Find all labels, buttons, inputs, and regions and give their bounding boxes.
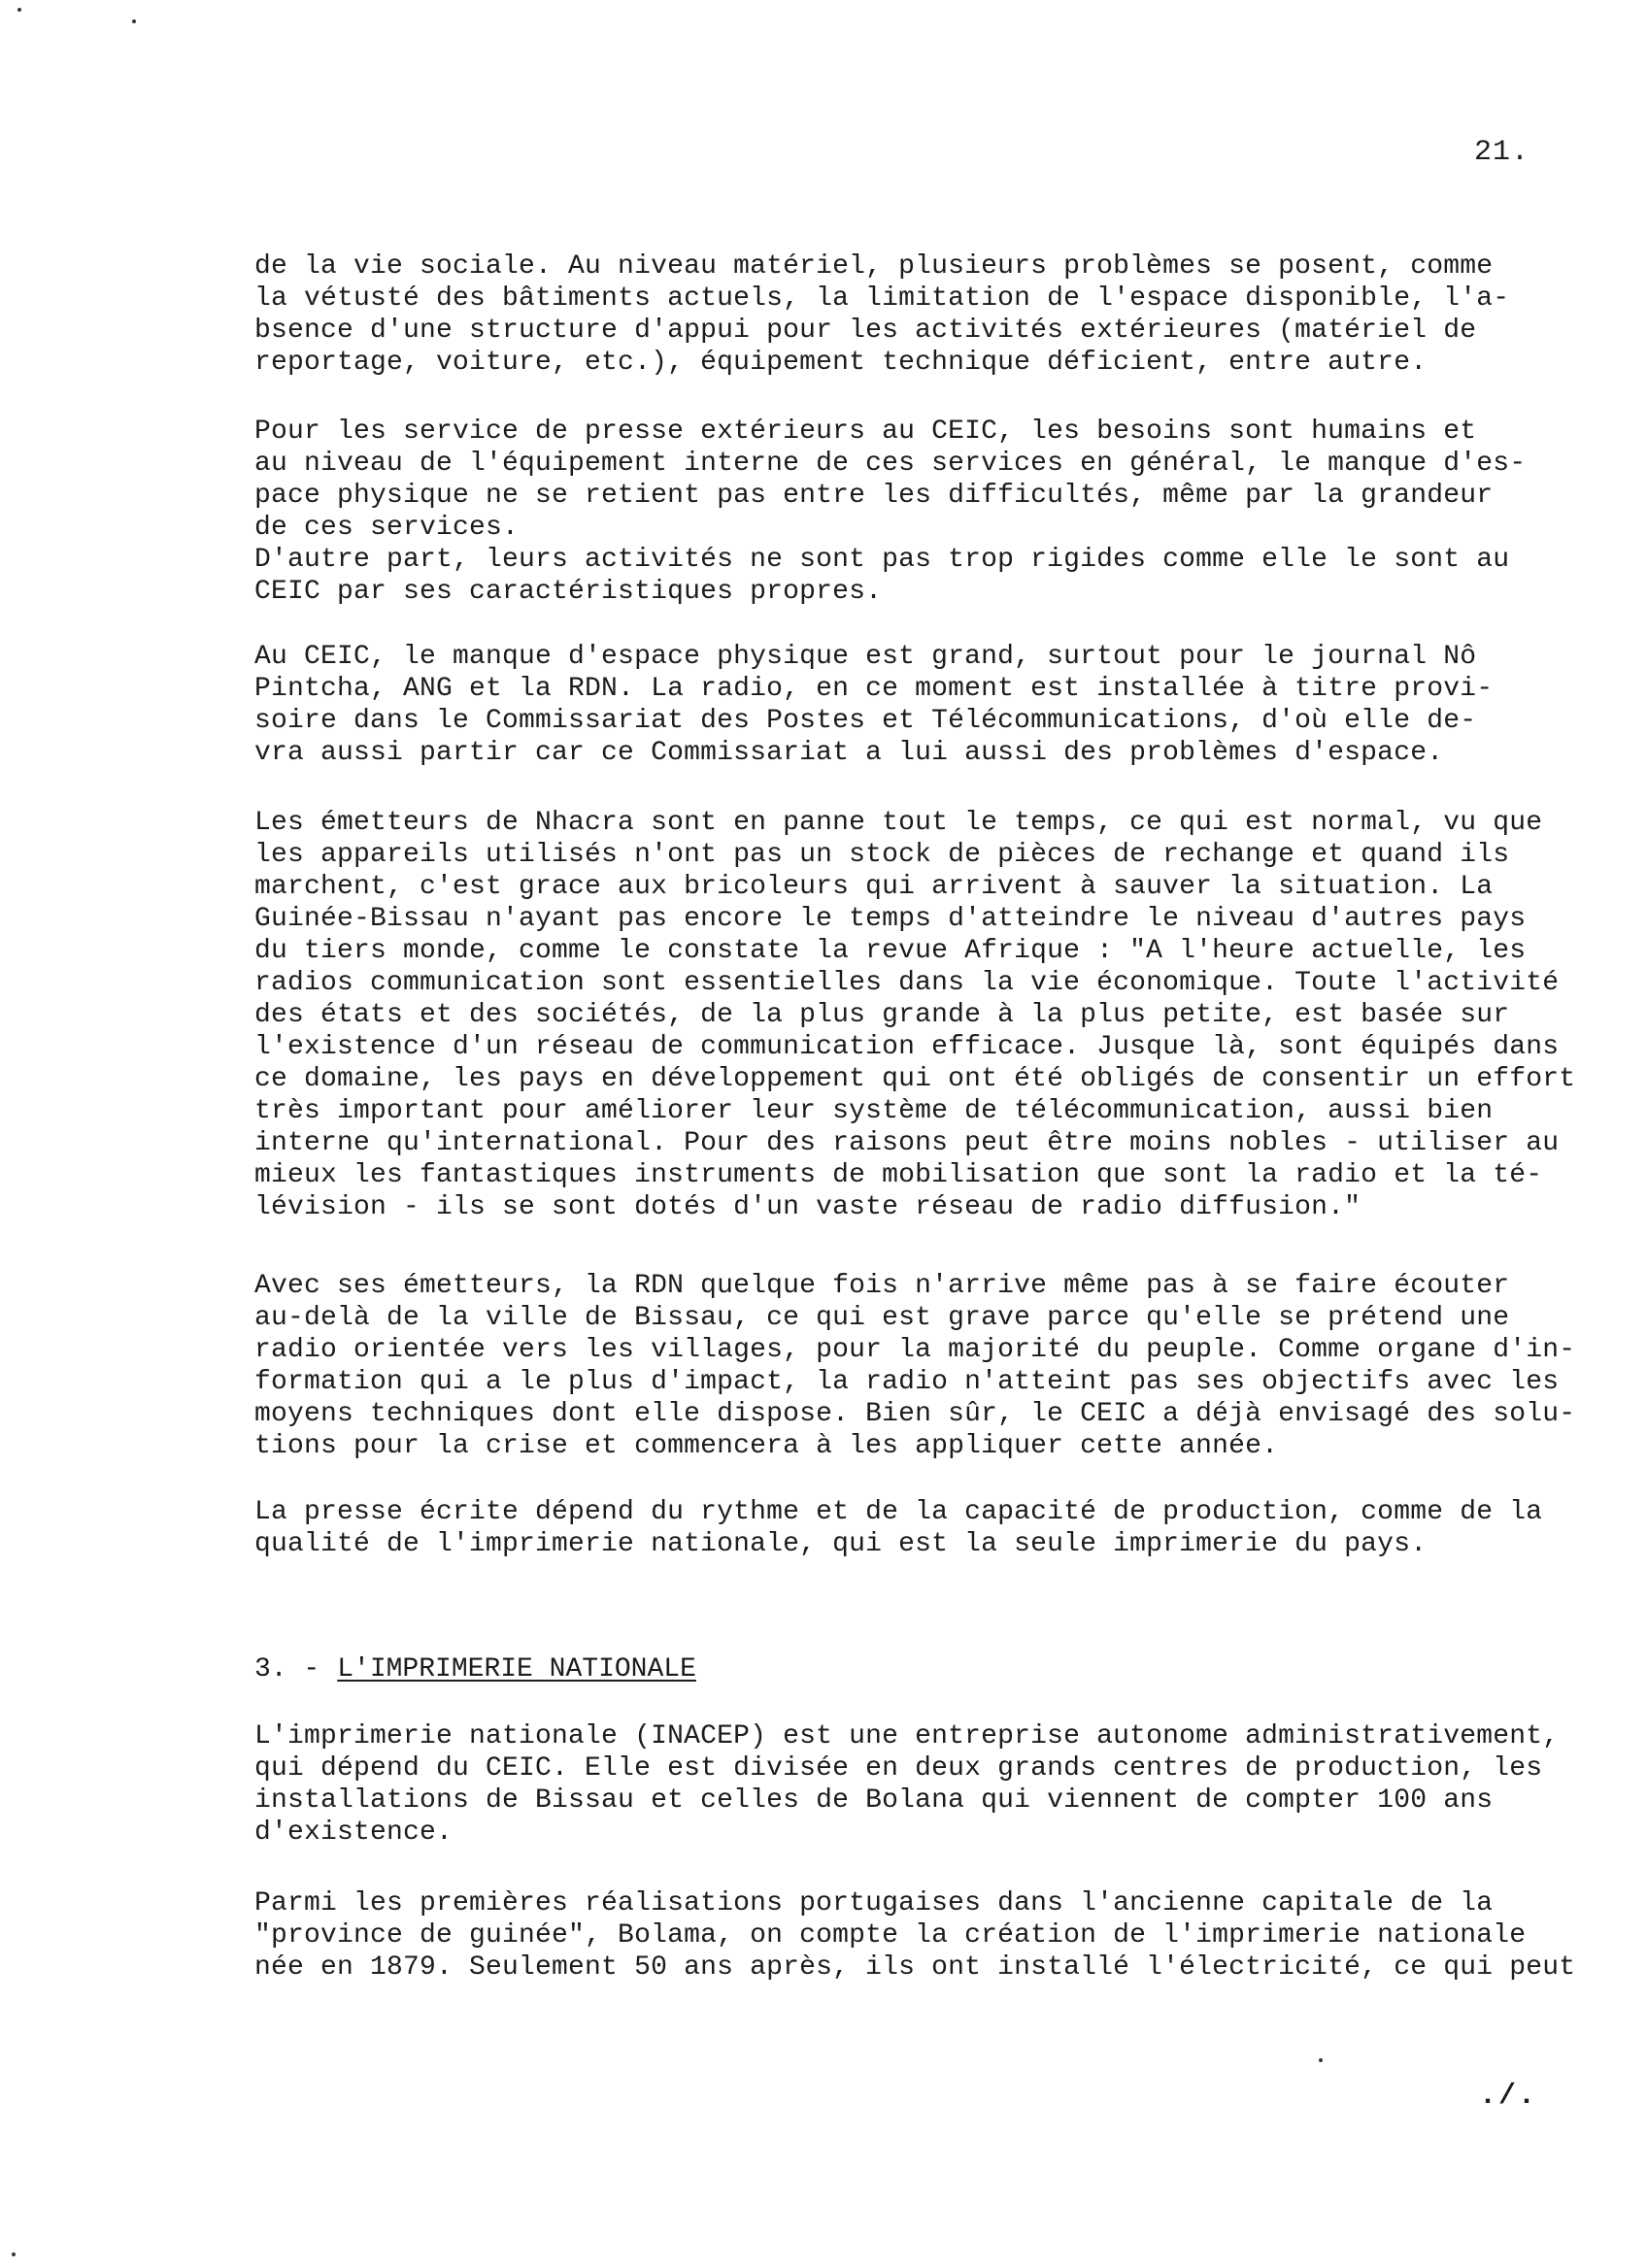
paragraph-2: Pour les service de presse extérieurs au CEIC, les besoins sont humains et au niveau de l'équipement interne de ces services en général, le manque d'es- pace physique ne se retient pas entre les difficultés, même par la grandeur de ces services. D'autre part, leurs activités ne sont pas trop rigides comme elle le sont au CEIC par ses caractéristiques propres. [254, 417, 1527, 607]
paragraph-5: Avec ses émetteurs, la RDN quelque fois n'arrive même pas à se faire écouter au-delà de la ville de Bissau, ce qui est grave parce qu'elle se prétend une radio orientée vers les villages, pour la majorité du peuple. Comme organe d'in- formation qui a le plus d'impact, la radio n'atteint pas ses objectifs avec les moyens techniques dont elle dispose. Bien sûr, le CEIC a déjà envisagé des solu- tions pour la crise et commencera à les appliquer cette année. [254, 1271, 1576, 1461]
section-heading [254, 1653, 696, 1685]
paragraph-1: de la vie sociale. Au niveau matériel, plusieurs problèmes se posent, comme la vétusté des bâtiments actuels, la limitation de l'espace disponible, l'a- bsence d'une structure d'appui pour les activités extérieures (matériel de reportage, voiture, etc.), équipement technique déficient, entre autre. [254, 251, 1510, 378]
section-number: 3. - [254, 1654, 320, 1684]
continuation-mark: ./. [1479, 2080, 1538, 2113]
scan-speck [12, 2252, 16, 2256]
scan-speck [132, 19, 136, 23]
scan-speck [17, 8, 21, 12]
section-title: L'IMPRIMERIE NATIONALE [337, 1654, 696, 1684]
section-paragraph-1: L'imprimerie nationale (INACEP) est une entreprise autonome administrativement, qui dépend du CEIC. Elle est divisée en deux grands centres de production, les installations de Bissau et celles de Bolana qui viennent de compter 100 ans d'existence. [254, 1721, 1560, 1848]
paragraph-3: Au CEIC, le manque d'espace physique est grand, surtout pour le journal Nô Pintcha, ANG et la RDN. La radio, en ce moment est installée à titre provi- soire dans le Commissariat des Postes et Télécommunications, d'où elle de- vra aussi partir car ce Commissariat a lui aussi des problèmes d'espace. [254, 642, 1494, 768]
paragraph-6: La presse écrite dépend du rythme et de la capacité de production, comme de la qualité de l'imprimerie nationale, qui est la seule imprimerie du pays. [254, 1497, 1543, 1559]
scan-speck [1319, 2058, 1323, 2062]
section-paragraph-2: Parmi les premières réalisations portugaises dans l'ancienne capitale de la "province de guinée", Bolama, on compte la création de l'imprimerie nationale née en 1879. Seulement 50 ans après, ils ont installé l'électricité, ce qui peut [254, 1888, 1576, 1983]
paragraph-4: Les émetteurs de Nhacra sont en panne tout le temps, ce qui est normal, vu que les appareils utilisés n'ont pas un stock de pièces de rechange et quand ils marchent, c'est grace aux bricoleurs qui arrivent à sauver la situation. La Guinée-Bissau n'ayant pas encore le temps d'atteindre le niveau d'autres pays du tiers monde, comme le constate la revue Afrique : "A l'heure actuelle, les radios communication sont essentielles dans la vie économique. Toute l'activité des états et des sociétés, de la plus grande à la plus petite, est basée sur l'existence d'un réseau de communication efficace. Jusque là, sont équipés dans ce domaine, les pays en développement qui ont été obligés de consentir un effort très important pour améliorer leur système de télécommunication, aussi bien interne qu'international. Pour des raisons peut être moins nobles - utiliser au mieux les fantastiques instruments de mobilisation que sont la radio et la té- lévision - ils se sont dotés d'un vaste réseau de radio diffusion." [254, 808, 1576, 1222]
page-number: 21. [1474, 136, 1530, 169]
